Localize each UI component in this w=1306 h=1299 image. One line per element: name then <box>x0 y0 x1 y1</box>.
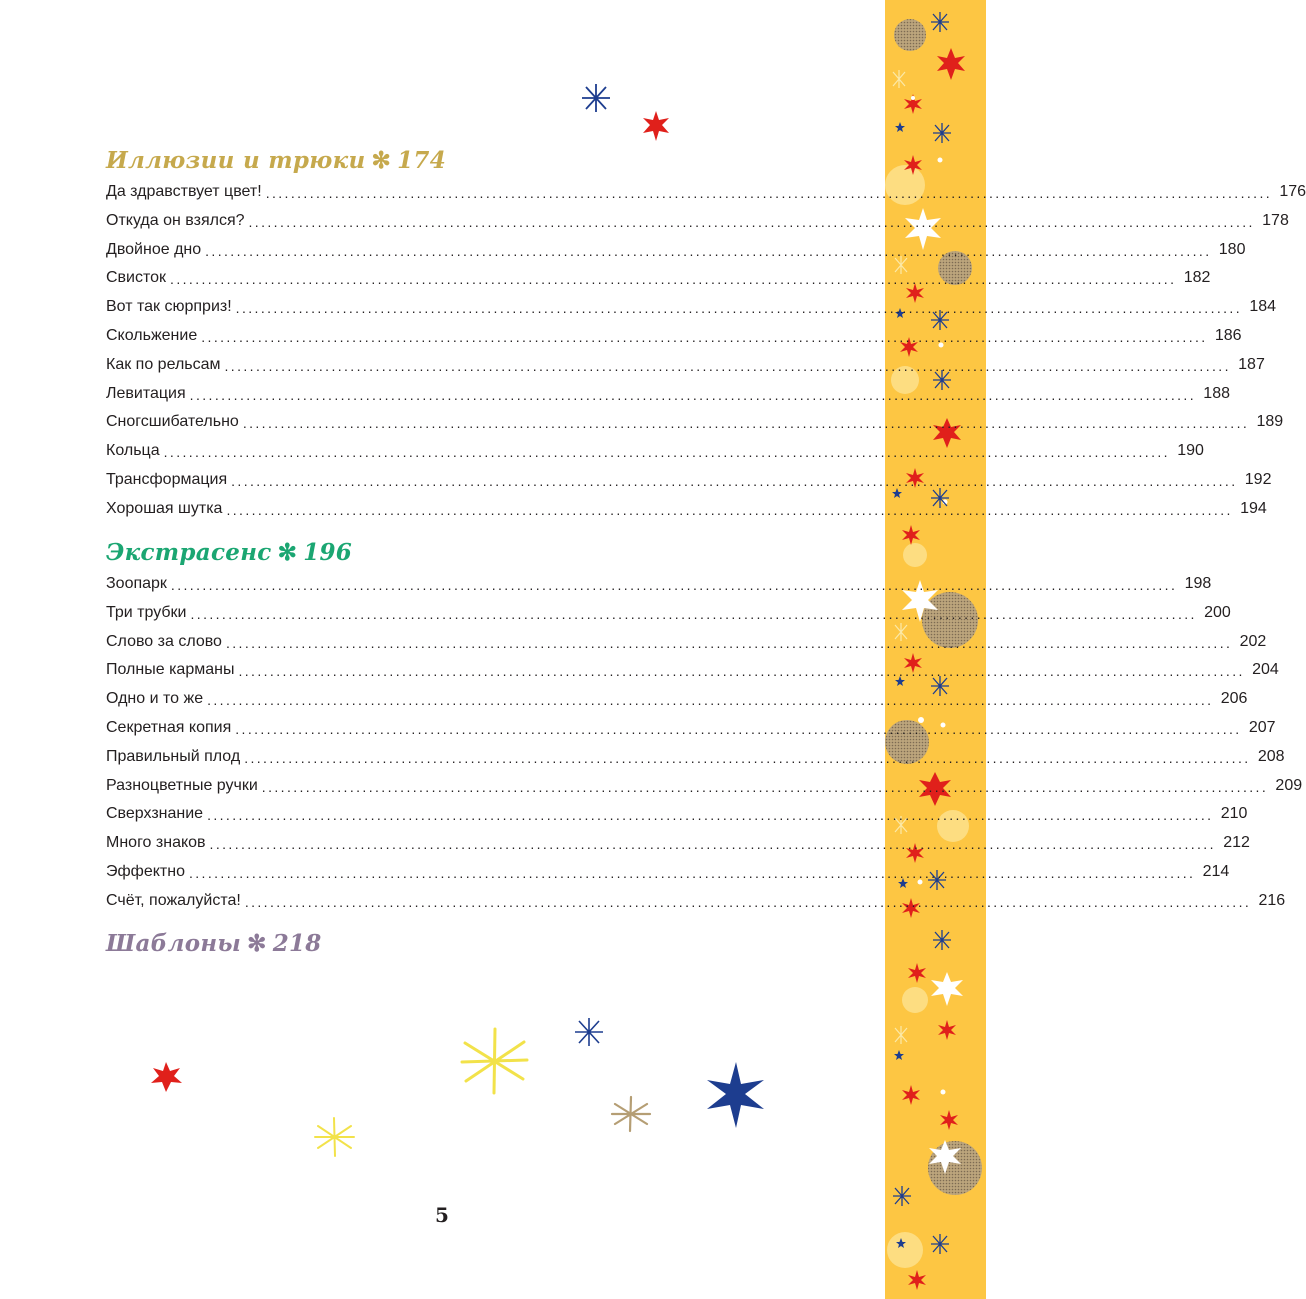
dot-leader: ................................................................................................................................................................ <box>235 300 1243 317</box>
asterisk-separator: ✻ <box>277 539 298 566</box>
toc-entry[interactable] <box>106 831 1250 853</box>
toc-entry[interactable] <box>106 295 1277 317</box>
toc-entry-title: Сверхзнание <box>106 805 204 823</box>
toc-entry-page: 180 <box>1218 240 1246 258</box>
asterisk-separator: ✻ <box>247 930 267 957</box>
section-title-text: Иллюзии и трюки <box>106 147 366 174</box>
toc-entry[interactable] <box>106 601 1231 623</box>
toc-entry-page: 209 <box>1275 776 1303 794</box>
toc-entry-page: 186 <box>1214 327 1242 344</box>
dot-leader: ................................................................................................................................................................ <box>248 213 1255 230</box>
toc-entry-title: Три трубки <box>106 603 187 621</box>
toc-entry[interactable] <box>106 658 1279 680</box>
toc-entry-page: 187 <box>1238 355 1265 373</box>
dot-leader: ................................................................................................................................................................ <box>238 663 1245 680</box>
toc-entry-page: 188 <box>1203 384 1230 402</box>
toc-entry[interactable] <box>106 716 1276 738</box>
section-title-psychic <box>106 539 352 566</box>
toc-entry[interactable] <box>106 572 1212 594</box>
toc-entry-title: Как по рельсам <box>106 355 221 373</box>
toc-entry-page: 206 <box>1220 690 1248 708</box>
dot-leader: ................................................................................................................................................................ <box>261 778 1269 795</box>
toc-entry-title: Кольца <box>106 442 160 460</box>
toc-entry-page: 184 <box>1249 298 1277 316</box>
toc-entry-title: Откуда он взялся? <box>106 211 245 229</box>
toc-entry-page: 216 <box>1258 891 1286 909</box>
toc-entry-title: Скольжение <box>106 327 198 344</box>
toc-entry[interactable] <box>106 802 1248 824</box>
toc-entry[interactable] <box>106 774 1303 796</box>
navy-sparkle-icon <box>582 84 610 112</box>
red-star-icon <box>151 1062 182 1092</box>
sidebar-navy-dots-icon <box>892 122 908 1248</box>
dot-leader: ................................................................................................................................................................ <box>189 386 1196 403</box>
toc-entry-title: Полные карманы <box>106 661 235 679</box>
dot-leader: ................................................................................................................................................................ <box>170 271 1177 288</box>
toc-entry-title: Двойное дно <box>106 240 202 258</box>
toc-entry[interactable] <box>106 439 1204 461</box>
dot-leader: ................................................................................................................................................................ <box>226 501 1233 518</box>
yellow-sparkle-icon <box>315 1118 354 1156</box>
section-title-text: Шаблоны <box>106 930 242 957</box>
page-number: 5 <box>435 1203 449 1227</box>
asterisk-separator: ✻ <box>371 147 392 174</box>
toc-entry-page: 176 <box>1279 183 1306 200</box>
toc-entry[interactable] <box>106 745 1285 767</box>
section-page: 174 <box>397 147 447 174</box>
toc-entry-title: Правильный плод <box>106 747 241 765</box>
toc-entry-title: Да здравствует цвет! <box>106 183 262 200</box>
toc-entry-page: 182 <box>1183 269 1211 287</box>
toc-entry-page: 202 <box>1239 632 1267 650</box>
toc-entry-title: Разноцветные ручки <box>106 776 258 794</box>
section-page: 218 <box>272 930 322 957</box>
dot-leader: ................................................................................................................................................................ <box>244 749 1251 766</box>
section-title-illusions <box>106 147 446 174</box>
toc-entry-title: Левитация <box>106 384 186 402</box>
toc-entry[interactable] <box>106 468 1272 490</box>
toc-entry[interactable] <box>106 353 1265 375</box>
dot-leader: ................................................................................................................................................................ <box>170 577 1178 593</box>
toc-entry[interactable] <box>106 238 1246 260</box>
toc-entry-page: 214 <box>1202 863 1230 880</box>
toc-entry[interactable] <box>106 630 1267 652</box>
toc-entry[interactable] <box>106 266 1211 288</box>
dot-leader: ................................................................................................................................................................ <box>188 865 1196 881</box>
dot-leader: ................................................................................................................................................................ <box>207 807 1214 824</box>
dot-leader: ................................................................................................................................................................ <box>242 415 1250 432</box>
toc-entry-page: 189 <box>1256 413 1284 431</box>
toc-entry-page: 178 <box>1262 211 1289 229</box>
dot-leader: ................................................................................................................................................................ <box>244 893 1252 910</box>
dot-leader: ................................................................................................................................................................ <box>163 444 1170 461</box>
red-star-icon <box>643 111 669 141</box>
toc-entry-title: Много знаков <box>106 834 206 852</box>
dot-leader: ................................................................................................................................................................ <box>224 357 1231 374</box>
toc-entry[interactable] <box>106 324 1242 346</box>
dot-leader: ................................................................................................................................................................ <box>201 329 1208 345</box>
dot-leader: ................................................................................................................................................................ <box>209 836 1216 853</box>
toc-entry-page: 200 <box>1204 603 1231 621</box>
toc-entry[interactable] <box>106 687 1248 709</box>
toc-entry-title: Вот так сюрприз! <box>106 298 232 316</box>
toc-entry[interactable] <box>106 497 1267 519</box>
section-title-templates <box>106 930 322 957</box>
dot-leader: ................................................................................................................................................................ <box>265 185 1273 201</box>
toc-entry-page: 210 <box>1220 805 1248 823</box>
toc-entry-page: 208 <box>1257 747 1285 765</box>
toc-entry-title: Счёт, пожалуйста! <box>106 891 241 909</box>
dot-leader: ................................................................................................................................................................ <box>225 634 1233 651</box>
section-title-text: Экстрасенс <box>106 539 272 566</box>
toc-entry-page: 192 <box>1244 471 1272 488</box>
toc-entry-page: 207 <box>1248 719 1276 736</box>
section-page: 196 <box>303 539 353 566</box>
toc-entry-title: Эффектно <box>106 863 185 880</box>
navy-sparkle-icon <box>575 1018 603 1046</box>
toc-entry-page: 198 <box>1184 575 1212 592</box>
tan-sparkle-icon <box>612 1097 650 1131</box>
toc-entry-title: Свисток <box>106 269 167 287</box>
toc-entry[interactable] <box>106 889 1286 911</box>
toc-entry-title: Зоопарк <box>106 575 167 592</box>
toc-entry-page: 204 <box>1252 661 1279 679</box>
toc-entry[interactable] <box>106 860 1230 882</box>
navy-star-icon <box>707 1062 764 1128</box>
yellow-sparkle-icon <box>462 1029 527 1093</box>
toc-entry[interactable] <box>106 382 1230 404</box>
toc-entry-title: Трансформация <box>106 471 228 488</box>
toc-entry[interactable] <box>106 410 1284 432</box>
dot-leader: ................................................................................................................................................................ <box>207 692 1214 709</box>
toc-entry-title: Слово за слово <box>106 632 222 650</box>
toc-entry-title: Одно и то же <box>106 690 204 708</box>
toc-entry-page: 212 <box>1223 834 1250 852</box>
toc-entry[interactable] <box>106 180 1306 202</box>
dot-leader: ................................................................................................................................................................ <box>235 721 1242 737</box>
toc-entry-page: 190 <box>1177 442 1204 460</box>
dot-leader: ................................................................................................................................................................ <box>190 605 1197 622</box>
dot-leader: ................................................................................................................................................................ <box>231 473 1238 489</box>
toc-entry[interactable] <box>106 209 1289 231</box>
toc-entry-title: Секретная копия <box>106 719 232 736</box>
toc-entry-title: Хорошая шутка <box>106 499 223 517</box>
toc-entry-page: 194 <box>1240 499 1267 517</box>
dot-leader: ................................................................................................................................................................ <box>205 242 1212 259</box>
toc-entry-title: Сногсшибательно <box>106 413 239 431</box>
